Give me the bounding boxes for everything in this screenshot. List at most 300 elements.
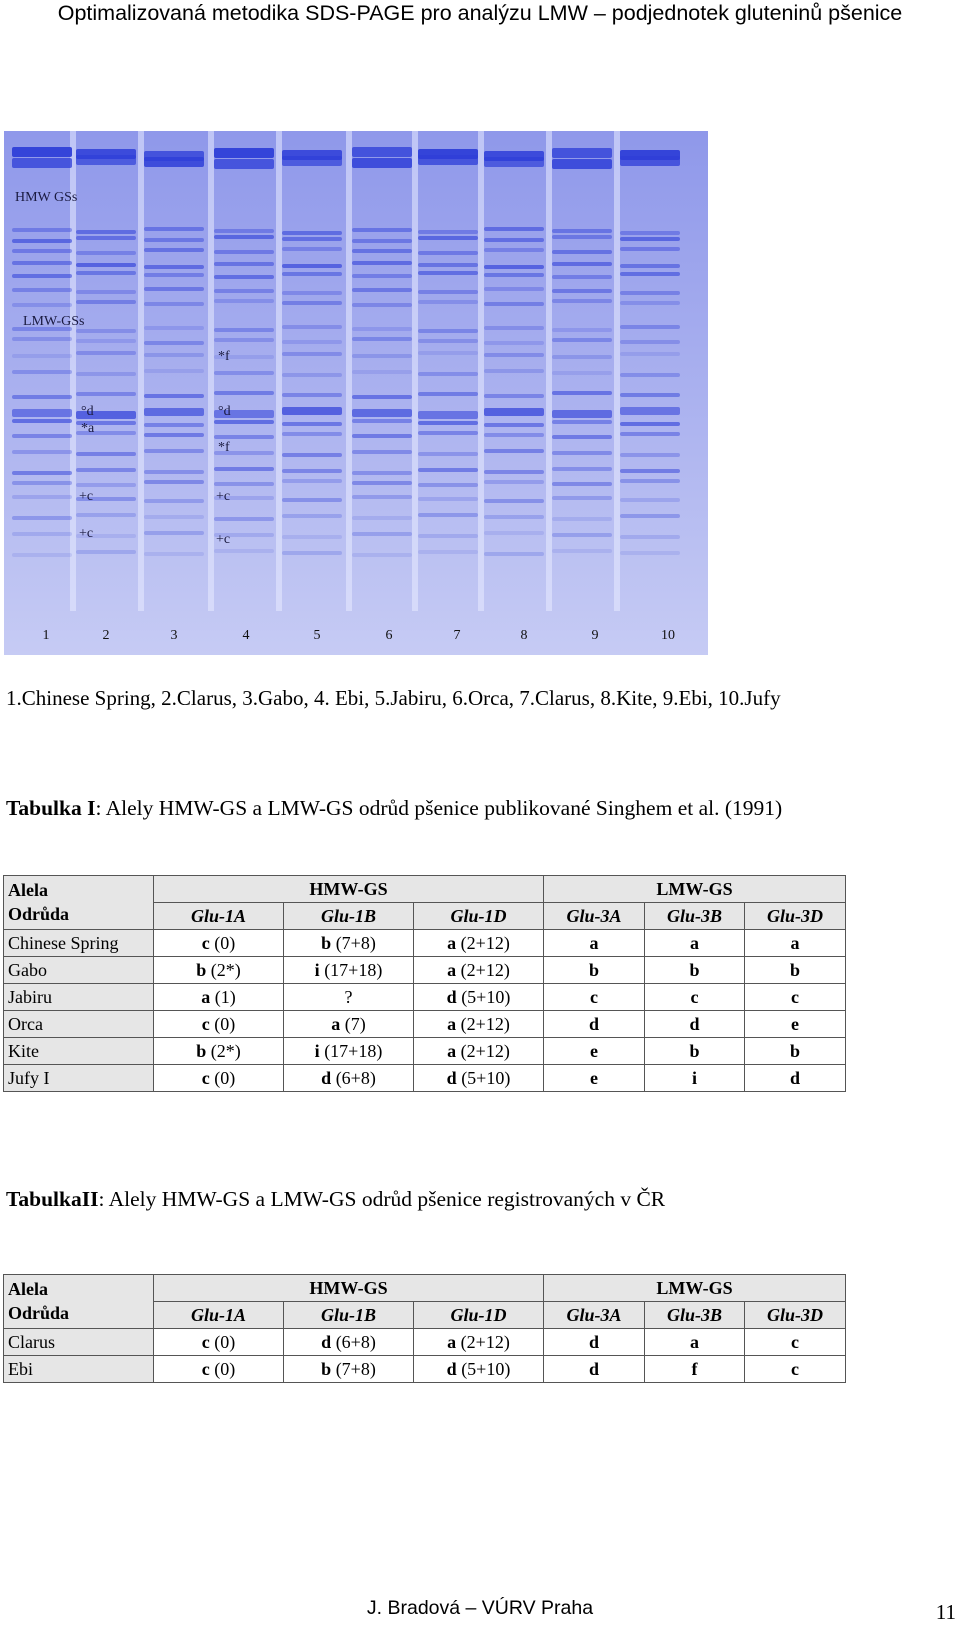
gel-band: [214, 229, 274, 233]
allele-cell: [154, 957, 284, 984]
gel-band: [552, 420, 612, 424]
gel-band: [552, 517, 612, 521]
gel-band: [352, 370, 412, 374]
gel-band: [282, 231, 342, 235]
allele-subunit: (17+18): [319, 960, 383, 980]
lane-number-4: 4: [242, 628, 250, 643]
gel-band: [620, 231, 680, 235]
gel-band: [620, 422, 680, 426]
gel-band: [484, 302, 544, 306]
gel-band: [12, 471, 72, 475]
allele-letter: a: [790, 933, 800, 953]
gel-band: [144, 433, 204, 437]
gel-label-a1: *a: [81, 421, 95, 436]
gel-band: [418, 329, 478, 333]
table1-title: [6, 796, 782, 821]
gel-band: [12, 274, 72, 278]
gel-band: [552, 338, 612, 342]
gel-band: [282, 422, 342, 426]
gel-band: [144, 449, 204, 453]
table2-title: [6, 1187, 665, 1212]
allele-letter: d: [588, 1332, 599, 1352]
allele-cell: [414, 930, 544, 957]
gel-band: [620, 373, 680, 377]
allele-letter: e: [590, 1068, 598, 1088]
allele-letter: d: [588, 1014, 599, 1034]
allele-cell: [414, 984, 544, 1011]
allele-cell: [284, 1356, 414, 1383]
allele-cell: [745, 984, 846, 1011]
table2: [3, 1274, 846, 1383]
allele-letter: c: [201, 1359, 210, 1379]
gel-band: [76, 468, 136, 472]
gel-band: [76, 513, 136, 517]
gel-band: [144, 515, 204, 519]
gel-band: [484, 353, 544, 357]
gel-band: [484, 265, 544, 269]
variety-name: Orca: [4, 1011, 154, 1038]
gel-band: [620, 340, 680, 344]
gel-band: [214, 391, 274, 395]
allele-cell: [544, 1065, 645, 1092]
gel-band: [144, 408, 204, 416]
allele-letter: b: [689, 960, 700, 980]
gel-band: [352, 481, 412, 485]
gel-band: [352, 288, 412, 292]
allele-letter: d: [588, 1359, 599, 1379]
gel-band: [352, 147, 412, 157]
gel-band: [620, 432, 680, 436]
gel-band: [552, 275, 612, 279]
running-header: Optimalizovaná metodika SDS-PAGE pro analýzu LMW – podjednotek gluteninů pšenice: [57, 1, 903, 25]
gel-band: [12, 158, 72, 168]
table1: [3, 875, 846, 1092]
gel-label-c4: +c: [216, 532, 231, 547]
allele-letter: b: [789, 1041, 800, 1061]
gel-band: [352, 354, 412, 358]
lane-separator: [546, 131, 552, 611]
allele-cell: [414, 957, 544, 984]
lane-separator: [276, 131, 282, 611]
gel-band: [552, 235, 612, 239]
allele-cell: [745, 1011, 846, 1038]
gel-band: [552, 549, 612, 553]
gel-caption: 1.Chinese Spring, 2.Clarus, 3.Gabo, 4. Ebi, 5.Jabiru, 6.Orca, 7.Clarus, 8.Kite, 9.Ebi, 10.Jufy: [6, 686, 781, 710]
allele-letter: b: [196, 1041, 207, 1061]
allele-cell: [544, 957, 645, 984]
variety-name: Jabiru: [4, 984, 154, 1011]
table2-group-lmw: LMW-GS: [544, 1275, 846, 1302]
gel-band: [352, 395, 412, 399]
gel-band: [12, 495, 72, 499]
gel-band: [76, 251, 136, 255]
table-row: [4, 1038, 846, 1065]
gel-band: [418, 251, 478, 255]
lane-number-9: 9: [591, 628, 599, 643]
gel-band: [12, 434, 72, 438]
gel-band: [552, 148, 612, 158]
gel-label-c1: +c: [79, 489, 94, 504]
allele-subunit: (0): [209, 1068, 236, 1088]
gel-band: [144, 480, 204, 484]
gel-band: [76, 351, 136, 355]
allele-cell: [645, 984, 745, 1011]
allele-letter: c: [201, 1332, 210, 1352]
gel-band: [552, 250, 612, 254]
gel-band: [418, 421, 478, 425]
gel-label-d1: °d: [81, 404, 94, 419]
allele-cell: [154, 1329, 284, 1356]
table1-group-hmw: HMW-GS: [154, 876, 544, 903]
gel-band: [214, 435, 274, 439]
gel-band: [484, 470, 544, 474]
gel-band: [144, 157, 204, 167]
gel-band: [352, 409, 412, 417]
gel-band: [12, 532, 72, 536]
allele-subunit: (2*): [206, 960, 241, 980]
allele-letter: a: [447, 1041, 457, 1061]
gel-band: [144, 238, 204, 242]
allele-letter: c: [590, 987, 598, 1007]
table2-group-hmw: HMW-GS: [154, 1275, 544, 1302]
gel-band: [282, 291, 342, 295]
gel-band: [144, 287, 204, 291]
lane-separator: [346, 131, 352, 611]
gel-band: [282, 407, 342, 415]
lane-separator: [614, 131, 620, 611]
table1-gene-header: Glu-1B: [284, 903, 414, 930]
gel-band: [282, 498, 342, 502]
gel-label-hmw: HMW GSs: [15, 190, 78, 205]
allele-letter: b: [196, 960, 207, 980]
gel-band: [484, 273, 544, 277]
gel-band: [76, 372, 136, 376]
allele-subunit: (2+12): [456, 960, 510, 980]
allele-letter: i: [314, 1041, 320, 1061]
gel-band: [552, 391, 612, 395]
allele-letter: a: [447, 933, 457, 953]
table-row: [4, 1329, 846, 1356]
gel-band: [352, 261, 412, 265]
allele-letter: d: [689, 1014, 700, 1034]
gel-band: [282, 352, 342, 356]
allele-subunit: (6+8): [331, 1332, 376, 1352]
gel-band: [282, 479, 342, 483]
gel-band: [620, 291, 680, 295]
gel-band: [12, 228, 72, 232]
gel-band: [76, 329, 136, 333]
gel-band: [12, 354, 72, 358]
gel-band: [76, 155, 136, 165]
gel-band: [352, 434, 412, 438]
gel-band: [484, 341, 544, 345]
gel-label-f2: *f: [218, 440, 230, 455]
allele-letter: d: [446, 987, 457, 1007]
gel-band: [620, 479, 680, 483]
gel-band: [418, 372, 478, 376]
gel-band: [12, 337, 72, 341]
gel-band: [552, 435, 612, 439]
table1-corner-top: Alela: [8, 880, 48, 900]
allele-subunit: (5+10): [456, 987, 511, 1007]
gel-band: [144, 341, 204, 345]
gel-svg: [4, 131, 708, 655]
gel-band: [484, 480, 544, 484]
gel-band: [552, 262, 612, 266]
table2-corner-top: Alela: [8, 1279, 48, 1299]
allele-cell: [745, 1038, 846, 1065]
gel-band: [620, 535, 680, 539]
table1-body: [4, 930, 846, 1092]
allele-letter: e: [590, 1041, 598, 1061]
allele-cell: [414, 1329, 544, 1356]
gel-band: [352, 228, 412, 232]
gel-band: [12, 249, 72, 253]
table2-body: [4, 1329, 846, 1383]
gel-band: [418, 236, 478, 240]
variety-name: Chinese Spring: [4, 930, 154, 957]
allele-subunit: (1): [210, 987, 236, 1007]
allele-letter: f: [691, 1359, 698, 1379]
gel-label-f1: *f: [218, 349, 230, 364]
gel-band: [144, 499, 204, 503]
table1-title-label: Tabulka I: [6, 796, 96, 820]
allele-cell: [414, 1065, 544, 1092]
page-footer: J. Bradová – VÚRV Praha: [366, 1597, 594, 1619]
allele-letter: d: [321, 1332, 332, 1352]
lane-number-3: 3: [170, 628, 178, 643]
gel-band: [620, 352, 680, 356]
allele-cell: [544, 984, 645, 1011]
allele-cell: [645, 1038, 745, 1065]
gel-band: [76, 452, 136, 456]
gel-band: [12, 370, 72, 374]
allele-cell: [284, 1065, 414, 1092]
gel-band: [12, 239, 72, 243]
gel-band: [552, 496, 612, 500]
allele-letter: b: [321, 1359, 332, 1379]
allele-letter: b: [588, 960, 599, 980]
gel-band: [418, 290, 478, 294]
table1-title-text: : Alely HMW-GS a LMW-GS odrůd pšenice publikované Singhem et al. (1991): [95, 796, 783, 820]
gel-band: [282, 272, 342, 276]
allele-cell: [745, 1329, 846, 1356]
gel-band: [282, 325, 342, 329]
allele-cell: [544, 1011, 645, 1038]
gel-band: [144, 248, 204, 252]
table2-corner-bottom: Odrůda: [8, 1303, 70, 1323]
gel-band: [144, 531, 204, 535]
gel-band: [12, 553, 72, 557]
variety-name: Clarus: [4, 1329, 154, 1356]
lane-separator: [412, 131, 418, 611]
gel-band: [352, 419, 412, 423]
gel-band: [484, 531, 544, 535]
allele-subunit: (5+10): [456, 1068, 511, 1088]
allele-subunit: (2+12): [456, 1332, 510, 1352]
table1-gene-header: Glu-3A: [544, 903, 645, 930]
gel-band: [214, 262, 274, 266]
allele-cell: [645, 930, 745, 957]
gel-band: [484, 287, 544, 291]
gel-label-lmw: LMW-GSs: [23, 314, 85, 329]
gel-band: [552, 410, 612, 418]
gel-band: [214, 338, 274, 342]
gel-band: [76, 271, 136, 275]
gel-band: [214, 299, 274, 303]
gel-band: [144, 265, 204, 269]
allele-cell: [645, 1329, 745, 1356]
gel-band: [620, 264, 680, 268]
gel-band: [418, 271, 478, 275]
gel-band: [620, 498, 680, 502]
gel-band: [282, 301, 342, 305]
gel-band: [418, 483, 478, 487]
gel-band: [214, 420, 274, 424]
gel-band: [282, 156, 342, 166]
gel-band: [12, 409, 72, 417]
gel-band: [352, 327, 412, 331]
gel-band: [282, 264, 342, 268]
gel-band: [484, 552, 544, 556]
table1-group-lmw: LMW-GS: [544, 876, 846, 903]
gel-band: [12, 261, 72, 265]
gel-band: [418, 411, 478, 419]
gel-band: [282, 393, 342, 397]
gel-band: [282, 535, 342, 539]
gel-band: [144, 394, 204, 398]
allele-cell: [745, 930, 846, 957]
allele-subunit: (6+8): [331, 1068, 376, 1088]
lane-separator: [478, 131, 484, 611]
table1-gene-header: Glu-3B: [645, 903, 745, 930]
table2-corner: [4, 1275, 154, 1329]
allele-letter: a: [447, 960, 457, 980]
gel-band: [620, 156, 680, 166]
gel-band: [12, 395, 72, 399]
gel-band: [76, 483, 136, 487]
allele-cell: [414, 1011, 544, 1038]
allele-cell: [284, 957, 414, 984]
gel-band: [552, 299, 612, 303]
lane-number-10: 10: [661, 628, 675, 643]
gel-band: [352, 239, 412, 243]
gel-band: [214, 289, 274, 293]
gel-band: [620, 272, 680, 276]
gel-band: [282, 237, 342, 241]
gel-band: [282, 469, 342, 473]
gel-band: [214, 235, 274, 239]
gel-band: [620, 551, 680, 555]
allele-cell: [154, 930, 284, 957]
gel-band: [352, 450, 412, 454]
gel-band: [214, 328, 274, 332]
allele-letter: a: [690, 933, 699, 953]
allele-letter: c: [201, 1068, 210, 1088]
table2-title-text: : Alely HMW-GS a LMW-GS odrůd pšenice registrovaných v ČR: [98, 1187, 666, 1211]
gel-image: [4, 131, 708, 655]
allele-letter: a: [447, 1332, 457, 1352]
lane-separator: [138, 131, 144, 611]
allele-letter: a: [589, 933, 599, 953]
allele-letter: d: [446, 1068, 457, 1088]
allele-cell: [745, 1356, 846, 1383]
allele-letter: i: [314, 960, 320, 980]
allele-letter: d: [446, 1359, 457, 1379]
lane-number-5: 5: [313, 628, 321, 643]
gel-band: [552, 159, 612, 169]
table-row: [4, 930, 846, 957]
gel-band: [484, 157, 544, 167]
lane-number-7: 7: [453, 628, 461, 643]
gel-band: [76, 230, 136, 234]
gel-band: [620, 453, 680, 457]
allele-cell: [414, 1038, 544, 1065]
table-row: [4, 984, 846, 1011]
page-number: 11: [935, 1600, 956, 1624]
lane-number-8: 8: [520, 628, 528, 643]
table1-gene-header: Glu-1A: [154, 903, 284, 930]
allele-cell: [645, 1065, 745, 1092]
gel-band: [76, 290, 136, 294]
gel-band: [484, 433, 544, 437]
gel-band: [12, 481, 72, 485]
allele-subunit: ?: [344, 987, 353, 1007]
gel-band: [418, 513, 478, 517]
gel-band: [282, 453, 342, 457]
gel-band: [484, 499, 544, 503]
allele-letter: c: [791, 1359, 799, 1379]
allele-cell: [154, 1011, 284, 1038]
gel-band: [214, 371, 274, 375]
gel-band: [418, 468, 478, 472]
allele-cell: [284, 984, 414, 1011]
gel-band: [144, 227, 204, 231]
allele-cell: [645, 1011, 745, 1038]
gel-band: [144, 369, 204, 373]
allele-subunit: (0): [209, 933, 236, 953]
gel-band: [144, 273, 204, 277]
lane-number-6: 6: [385, 628, 393, 643]
table-row: [4, 1065, 846, 1092]
lane-number-1: 1: [42, 628, 50, 643]
gel-band: [552, 355, 612, 359]
gel-band: [76, 339, 136, 343]
gel-band: [282, 247, 342, 251]
gel-band: [214, 549, 274, 553]
gel-band: [484, 326, 544, 330]
gel-band: [552, 451, 612, 455]
allele-letter: c: [791, 987, 799, 1007]
allele-cell: [544, 1356, 645, 1383]
gel-band: [144, 302, 204, 306]
gel-band: [418, 351, 478, 355]
gel-band: [484, 369, 544, 373]
table2-gene-header: Glu-1A: [154, 1302, 284, 1329]
gel-band: [282, 432, 342, 436]
gel-band: [620, 247, 680, 251]
gel-band: [12, 303, 72, 307]
allele-letter: a: [331, 1014, 341, 1034]
lane-separator: [208, 131, 214, 611]
allele-subunit: (0): [209, 1332, 236, 1352]
gel-band: [144, 326, 204, 330]
gel-band: [620, 469, 680, 473]
variety-name: Ebi: [4, 1356, 154, 1383]
gel-band: [76, 263, 136, 267]
gel-band: [418, 534, 478, 538]
gel-band: [76, 236, 136, 240]
